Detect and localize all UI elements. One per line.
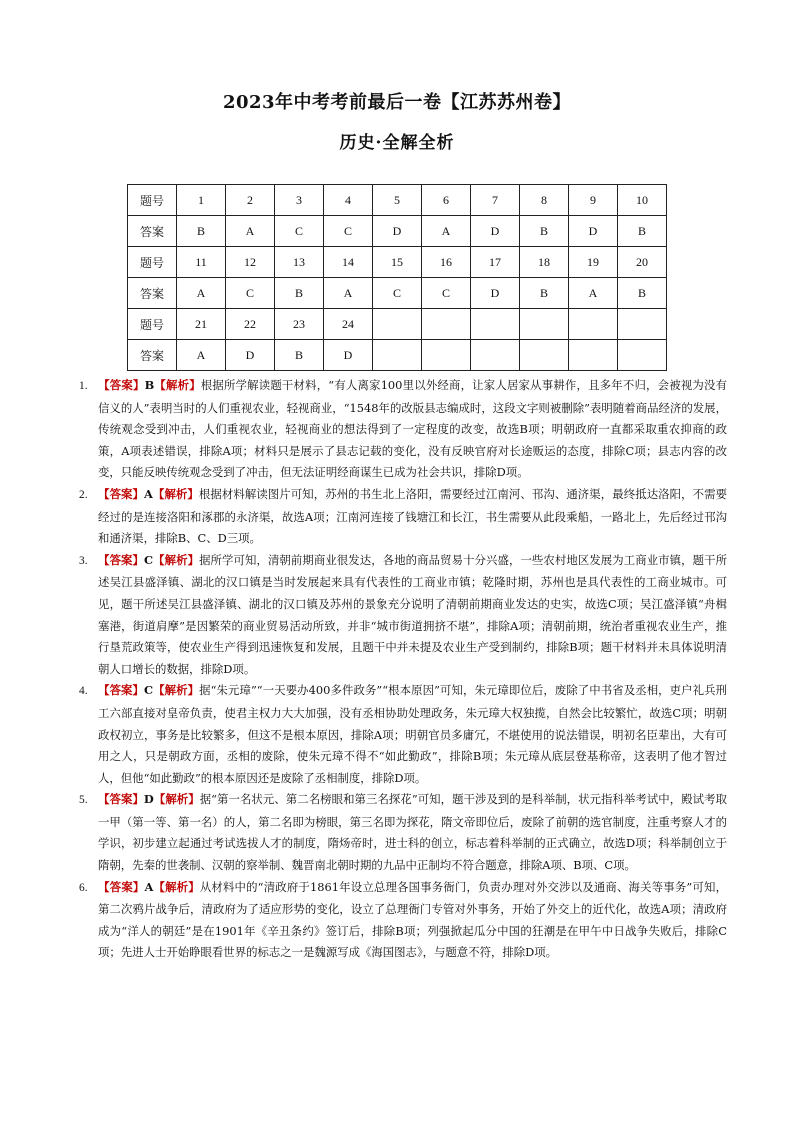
question-list <box>79 375 727 964</box>
analysis-tag: 【解析】 <box>153 792 200 807</box>
question-number-cell: 2 <box>226 185 275 216</box>
answer-letter: B <box>144 378 155 392</box>
question-item <box>79 680 727 789</box>
answer-cell: C <box>275 216 324 247</box>
question-number-cell <box>569 309 618 340</box>
question-number-cell: 17 <box>471 247 520 278</box>
question-number-row <box>128 247 667 278</box>
question-item <box>79 484 727 550</box>
answer-cell: B <box>177 216 226 247</box>
question-number: 1. <box>79 380 88 392</box>
answer-cell: B <box>275 278 324 309</box>
answer-cell: C <box>422 278 471 309</box>
answer-cell: A <box>226 216 275 247</box>
answer-cell: D <box>373 216 422 247</box>
row-label-answer: 答案 <box>128 340 177 371</box>
answer-cell: D <box>471 216 520 247</box>
answer-row <box>128 278 667 309</box>
answer-letter: C <box>144 552 154 567</box>
analysis-text: 据“第一名状元、第二名榜眼和第三名探花”可知，题干涉及到的是科举制，状元指科举考试中，殿试考取一甲（第一等、第一名）的人，第二名即为榜眼，第三名即为探花，隋文帝即位后，废除了前朝的选官制度，注重考察人才的学识，初步建立起通过考试选拔人才的制度，隋炀帝时，进士科的创立，标志着科举制的正式确立，故选D项；科举制创立于隋朝，先秦的世袭制、汉朝的察举制、魏晋南北朝时期的九品中正制均不符合题意，排除A项、B项、C项。 <box>98 792 727 873</box>
answer-cell: A <box>177 278 226 309</box>
analysis-tag: 【解析】 <box>154 378 201 392</box>
analysis-tag: 【解析】 <box>152 486 199 501</box>
question-number-cell: 19 <box>569 247 618 278</box>
answer-letter: C <box>144 683 154 698</box>
question-number: 3. <box>79 554 88 567</box>
question-number-cell: 15 <box>373 247 422 278</box>
page-subtitle: 历史·全解全析 <box>339 133 455 153</box>
question-number-cell: 11 <box>177 247 226 278</box>
answer-cell: B <box>520 216 569 247</box>
analysis-tag: 【解析】 <box>153 879 200 894</box>
analysis-text: 根据所学解读题干材料，“有人离家100里以外经商，让家人居家从事耕作，且多年不归，会被视为没有信义的人”表明当时的人们重视农业，轻视商业，“1548年的改版县志编成时，这段文字则被删除”表明随着商品经济的发展，传统观念受到冲击，人们重视农业，轻视商业的想法得到了一定程度的改变，故选B项；明朝政府一直都采取重农抑商的政策，A项表述错误，排除A项；材料只是展示了县志记载的变化，没有反映官府对长途贩运的态度，排除C项；县志内容的改变，只能反映传统观念受到了冲击，但无法证明经商谋生已成为社会共识，排除D项。 <box>98 378 727 480</box>
answer-tag: 【答案】 <box>98 486 145 501</box>
question-number-cell: 23 <box>275 309 324 340</box>
question-item <box>79 789 727 876</box>
question-number: 6. <box>79 881 88 894</box>
question-number-cell <box>422 309 471 340</box>
answer-cell <box>618 340 667 371</box>
answer-cell: A <box>569 278 618 309</box>
question-number-cell: 18 <box>520 247 569 278</box>
question-item <box>79 375 727 484</box>
answer-cell: A <box>324 278 373 309</box>
question-number: 2. <box>79 488 88 501</box>
question-item <box>79 550 727 681</box>
answer-letter: D <box>143 792 154 807</box>
question-number-cell: 24 <box>324 309 373 340</box>
row-label-question: 题号 <box>128 309 177 340</box>
answer-cell: A <box>177 340 226 371</box>
question-number-cell: 3 <box>275 185 324 216</box>
answer-cell: B <box>618 278 667 309</box>
answer-letter: A <box>144 486 153 501</box>
question-number-cell: 14 <box>324 247 373 278</box>
answer-cell: A <box>422 216 471 247</box>
question-item <box>79 877 727 964</box>
answer-cell <box>569 340 618 371</box>
answer-cell: B <box>618 216 667 247</box>
question-number-cell: 8 <box>520 185 569 216</box>
question-number-cell: 10 <box>618 185 667 216</box>
question-number-cell: 4 <box>324 185 373 216</box>
answer-tag: 【答案】 <box>98 378 145 392</box>
answer-cell <box>373 340 422 371</box>
answer-cell <box>520 340 569 371</box>
question-number-row <box>128 309 667 340</box>
answer-tag: 【答案】 <box>98 683 145 698</box>
question-number: 4. <box>79 685 88 698</box>
analysis-text: 据“朱元璋”“一天要办400多件政务”“根本原因”可知，朱元璋即位后，废除了中书省及丞相，吏户礼兵刑工六部直接对皇帝负责，使君主权力大大加强，没有丞相协助处理政务，朱元璋大权独揽，自然会比较繁忙，故选C项；明朝政权初立，事务是比较繁多，但这不是根本原因，排除A项；明朝官员多庸冗，不堪使用的说法错误，明初名臣辈出，大有可用之人，只是朝政方面，丞相的废除，使朱元璋不得不“如此勤政”，排除B项；朱元璋从底层登基称帝，这表明了他才智过人，但他“如此勤政”的根本原因还是废除了丞相制度，排除D项。 <box>98 683 727 785</box>
analysis-tag: 【解析】 <box>153 683 200 698</box>
answer-cell: D <box>471 278 520 309</box>
answer-table <box>127 184 667 371</box>
row-label-question: 题号 <box>128 185 177 216</box>
question-number: 5. <box>79 794 88 807</box>
answer-cell: C <box>373 278 422 309</box>
question-number-cell: 16 <box>422 247 471 278</box>
question-number-cell: 22 <box>226 309 275 340</box>
question-number-cell <box>471 309 520 340</box>
page-title: 2023年中考考前最后一卷【江苏苏州卷】 <box>222 92 572 113</box>
answer-cell: C <box>226 278 275 309</box>
answer-cell: D <box>324 340 373 371</box>
answer-row <box>128 216 667 247</box>
answer-row <box>128 340 667 371</box>
question-number-cell: 5 <box>373 185 422 216</box>
question-number-cell: 21 <box>177 309 226 340</box>
answer-cell <box>422 340 471 371</box>
row-label-answer: 答案 <box>128 216 177 247</box>
question-number-cell <box>520 309 569 340</box>
analysis-text: 据所学可知，清朝前期商业很发达，各地的商品贸易十分兴盛，一些农村地区发展为工商业市镇，题干所述吴江县盛泽镇、湖北的汉口镇是当时发展起来具有代表性的工商业市镇；乾隆时期，苏州也是具代表性的工商业城市。可见，题干所述吴江县盛泽镇、湖北的汉口镇及苏州的景象充分说明了清朝前期商业发达的史实，故选C项；吴江盛泽镇“舟楫塞港，街道肩摩”是因繁荣的商业贸易活动所致，并非“城市街道拥挤不堪”，排除A项；清朝前期，统治者重视农业生产，推行垦荒政策等，使农业生产得到迅速恢复和发展，且题干中并未提及农业生产受到制约，排除B项；题干材料并未具体说明清朝人口增长的数据，排除D项。 <box>98 552 727 676</box>
answer-cell: B <box>275 340 324 371</box>
analysis-text: 根据材料解读图片可知，苏州的书生北上洛阳，需要经过江南河、邗沟、通济渠，最终抵达洛阳，不需要经过的是连接洛阳和涿郡的永济渠，故选A项；江南河连接了钱塘江和长江，书生需要从此段乘船，一路北上，先后经过邗沟和通济渠，排除B、C、D三项。 <box>98 486 727 546</box>
answer-tag: 【答案】 <box>98 879 145 894</box>
analysis-text: 从材料中的“清政府于1861年设立总理各国事务衙门，负责办理对外交涉以及通商、海关等事务”可知，第二次鸦片战争后，清政府为了适应形势的变化，设立了总理衙门专管对外事务，开始了外交上的近代化，故选A项；清政府成为“洋人的朝廷”是在1901年《辛丑条约》签订后，排除B项；列强掀起瓜分中国的狂潮是在甲午中日战争失败后，排除C项；先进人士开始睁眼看世界的标志之一是魏源写成《海国图志》，与题意不符，排除D项。 <box>98 879 727 960</box>
answer-letter: A <box>144 879 154 894</box>
answer-cell: D <box>569 216 618 247</box>
answer-tag: 【答案】 <box>98 552 144 567</box>
question-number-cell: 1 <box>177 185 226 216</box>
row-label-answer: 答案 <box>128 278 177 309</box>
question-number-cell: 7 <box>471 185 520 216</box>
answer-cell: C <box>324 216 373 247</box>
question-number-cell: 12 <box>226 247 275 278</box>
analysis-tag: 【解析】 <box>153 552 200 567</box>
answer-cell: B <box>520 278 569 309</box>
answer-cell <box>471 340 520 371</box>
question-number-cell: 6 <box>422 185 471 216</box>
question-number-cell: 13 <box>275 247 324 278</box>
row-label-question: 题号 <box>128 247 177 278</box>
question-number-row <box>128 185 667 216</box>
question-number-cell <box>373 309 422 340</box>
question-number-cell: 20 <box>618 247 667 278</box>
answer-cell: D <box>226 340 275 371</box>
question-number-cell <box>618 309 667 340</box>
question-number-cell: 9 <box>569 185 618 216</box>
answer-tag: 【答案】 <box>98 792 144 807</box>
